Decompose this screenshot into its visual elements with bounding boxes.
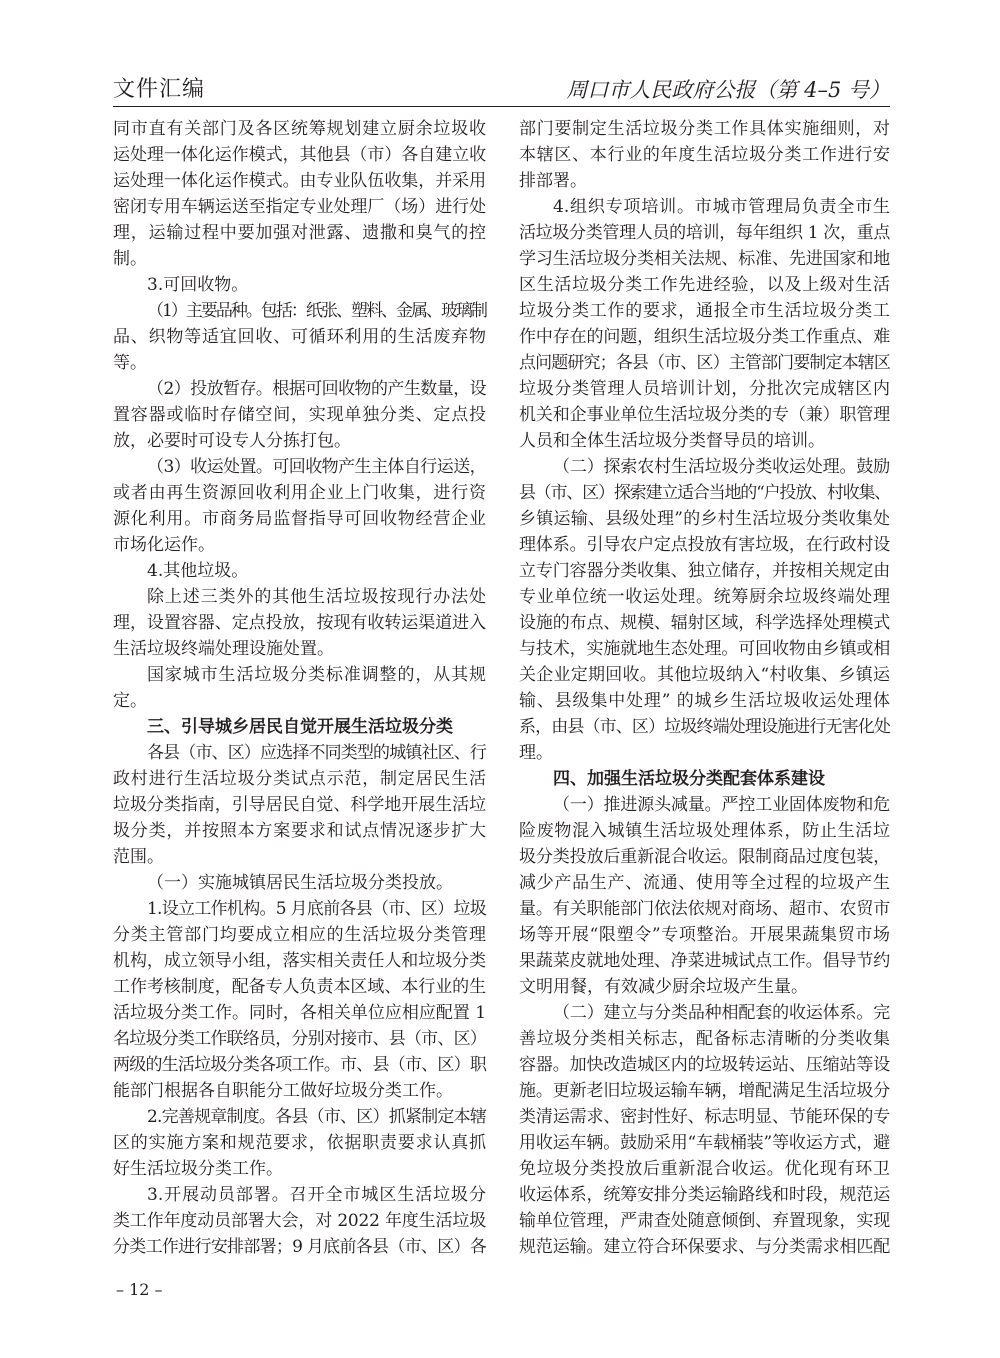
text-line: （3）收运处置。可回收物产生主体自行运送， xyxy=(147,457,486,477)
text-line: 场等开展“限塑令”专项整治。开展果蔬集贸市场 xyxy=(519,925,890,945)
text-line: 区的实施方案和规范要求，依据职责要求认真抓 xyxy=(113,1133,486,1153)
text-line: 政村进行生活垃圾分类试点示范，制定居民生活 xyxy=(113,769,486,789)
text-line: （一）实施城镇居民生活垃圾分类投放。 xyxy=(147,873,453,893)
paragraph xyxy=(519,116,890,194)
text-line: 名垃圾分类工作联络员，分别对接市、县（市、区） xyxy=(113,1029,486,1049)
paragraph xyxy=(519,454,890,766)
text-line: 范围。 xyxy=(113,847,164,867)
text-line: 部门要制定生活垃圾分类工作具体实施细则，对 xyxy=(519,119,890,139)
text-line: 垃圾分类指南，引导居民自觉、科学地开展生活垃 xyxy=(113,795,486,815)
text-line: 源化利用。市商务局监督指导可回收物经营企业 xyxy=(113,509,486,529)
paragraph xyxy=(519,792,890,1000)
header-rule xyxy=(113,106,890,107)
text-line: 点问题研究；各县（市、区）主管部门要制定本辖区 xyxy=(519,353,890,373)
text-line: 生活垃圾终端处理设施处置。 xyxy=(113,639,334,659)
text-line: 活垃圾分类管理人员的培训，每年组织 1 次，重点 xyxy=(519,223,890,243)
text-line: 设施的布点、规模、辐射区域，科学选择处理模式 xyxy=(519,613,890,633)
paragraph xyxy=(113,558,486,584)
text-line: （1）主要品种。包括：纸张、塑料、金属、玻璃制 xyxy=(147,301,486,321)
text-line: 或者由再生资源回收利用企业上门收集，进行资 xyxy=(113,483,486,503)
text-line: 施。更新老旧垃圾运输车辆，增配满足生活垃圾分 xyxy=(519,1081,890,1101)
text-line: 1.设立工作机构。5 月底前各县（市、区）垃圾 xyxy=(147,899,486,919)
text-line: 用收运车辆。鼓励采用“车载桶装”等收运方式，避 xyxy=(519,1133,890,1153)
line-text: 鼓励 xyxy=(856,457,890,477)
text-line: 两级的生活垃圾分类各项工作。市、县（市、区）职 xyxy=(113,1055,486,1075)
text-line: 制。 xyxy=(113,249,147,269)
text-line: 输、县级集中处理” 的城乡生活垃圾收运处理体 xyxy=(519,691,890,711)
text-line: 4.组织专项培训。市城市管理局负责全市生 xyxy=(553,197,890,217)
text-line: 人员和全体生活垃圾分类督导员的培训。 xyxy=(519,431,825,451)
text-line: 机构，成立领导小组，落实相关责任人和垃圾分类 xyxy=(113,951,486,971)
section-heading xyxy=(519,766,890,792)
text-line: 工作考核制度，配备专人负责本区域、本行业的生 xyxy=(113,977,486,997)
text-line: 市场化运作。 xyxy=(113,535,215,555)
text-line: （2）投放暂存。根据可回收物的产生数量，设 xyxy=(147,379,486,399)
text-line: 学习生活垃圾分类相关法规、标准、先进国家和地 xyxy=(519,249,890,269)
text-line: 理。 xyxy=(519,743,553,763)
text-line: 输单位管理，严肃查处随意倾倒、弃置现象，实现 xyxy=(519,1211,890,1231)
text-line: 等。 xyxy=(113,353,147,373)
text-line: 机关和企事业单位生活垃圾分类的专（兼）职管理 xyxy=(519,405,890,425)
text-line: 免垃圾分类投放后重新混合收运。优化现有环卫 xyxy=(519,1159,890,1179)
text-line: 各县（市、区）应选择不同类型的城镇社区、行 xyxy=(147,743,486,763)
text-line: 容器。加快改造城区内的垃圾转运站、压缩站等设 xyxy=(519,1055,890,1075)
text-line: 置容器或临时存储空间，实现单独分类、定点投 xyxy=(113,405,486,425)
paragraph xyxy=(113,584,486,662)
text-line: 类清运需求、密封性好、标志明显、节能环保的专 xyxy=(519,1107,890,1127)
text-column-right xyxy=(519,116,890,1260)
text-line: 三、引导城乡居民自觉开展生活垃圾分类 xyxy=(147,717,453,737)
text-line: 作中存在的问题，组织生活垃圾分类工作重点、难 xyxy=(519,327,890,347)
text-line: 同市直有关部门及各区统筹规划建立厨余垃圾收 xyxy=(113,119,486,139)
text-line: 与技术，实施就地生态处理。可回收物由乡镇或相 xyxy=(519,639,890,659)
text-line: 立专门容器分类收集、独立储存，并按相关规定由 xyxy=(519,561,890,581)
line-text: 完 xyxy=(873,1003,890,1023)
text-line: 规范运输。建立符合环保要求、与分类需求相匹配 xyxy=(519,1237,890,1257)
paragraph xyxy=(113,662,486,714)
text-line: 好生活垃圾分类工作。 xyxy=(113,1159,283,1179)
text-line: 果蔬菜皮就地处理、净菜进城试点工作。倡导节约 xyxy=(519,951,890,971)
paragraph xyxy=(113,116,486,272)
text-line: 2.完善规章制度。各县（市、区）抓紧制定本辖 xyxy=(147,1107,486,1127)
paragraph-lead-in: （二）建立与分类品种相配套的收运体系。 xyxy=(553,1003,874,1023)
text-line: 密闭专用车辆运送至指定专业处理厂（场）进行处 xyxy=(113,197,486,217)
text-line: 险废物混入城镇生活垃圾处理体系，防止生活垃 xyxy=(519,821,890,841)
running-header-publication: 周口市人民政府公报（第 4–5 号） xyxy=(566,78,890,102)
paragraph-lead-in: （一）推进源头减量。 xyxy=(553,795,722,815)
text-line: 收运体系，统筹安排分类运输路线和时段，规范运 xyxy=(519,1185,890,1205)
text-line: 四、加强生活垃圾分类配套体系建设 xyxy=(553,769,825,789)
text-line: 垃圾分类管理人员培训计划，分批次完成辖区内 xyxy=(519,379,890,399)
text-line: 本辖区、本行业的年度生活垃圾分类工作进行安 xyxy=(519,145,890,165)
text-line: 善垃圾分类相关标志，配备标志清晰的分类收集 xyxy=(519,1029,890,1049)
text-line: 文明用餐，有效减少厨余垃圾产生量。 xyxy=(519,977,808,997)
line-text: 严控工业固体废物和危 xyxy=(721,795,891,815)
paragraph xyxy=(113,896,486,1104)
text-line: 量。有关职能部门依法依规对商场、超市、农贸市 xyxy=(519,899,890,919)
text-line: 放，必要时可设专人分拣打包。 xyxy=(113,431,351,451)
text-line: 理，设置容器、定点投放，按现有收转运渠道进入 xyxy=(113,613,486,633)
text-line xyxy=(519,792,890,818)
text-line: 3.可回收物。 xyxy=(147,275,249,295)
text-line: 运处理一体化运作模式。由专业队伍收集，并采用 xyxy=(113,171,486,191)
text-line: 活垃圾分类工作。同时，各相关单位应相应配置 1 xyxy=(113,1003,486,1023)
text-line: 垃圾分类工作的要求，通报全市生活垃圾分类工 xyxy=(519,301,890,321)
text-line: 关企业定期回收。其他垃圾纳入“村收集、乡镇运 xyxy=(519,665,890,685)
paragraph xyxy=(113,272,486,298)
text-line: 专业单位统一收运处理。统筹厨余垃圾终端处理 xyxy=(519,587,890,607)
paragraph xyxy=(113,376,486,454)
paragraph-lead-in: （二）探索农村生活垃圾分类收运处理。 xyxy=(553,457,857,477)
text-column-left xyxy=(113,116,486,1260)
text-line: 排部署。 xyxy=(519,171,587,191)
text-line: 品、织物等适宜回收、可循环利用的生活废弃物 xyxy=(113,327,486,347)
text-line xyxy=(519,454,890,480)
text-line: 4.其他垃圾。 xyxy=(147,561,249,581)
text-line: 乡镇运输、县级处理”的乡村生活垃圾分类收集处 xyxy=(519,509,890,529)
text-line: 能部门根据各自职能分工做好垃圾分类工作。 xyxy=(113,1081,453,1101)
paragraph xyxy=(519,194,890,454)
text-line: 理体系。引导农户定点投放有害垃圾，在行政村设 xyxy=(519,535,890,555)
paragraph xyxy=(113,740,486,870)
paragraph xyxy=(519,1000,890,1260)
text-line: 减少产品生产、流通、使用等全过程的垃圾产生 xyxy=(519,873,890,893)
text-line: 分类工作进行安排部署；9 月底前各县（市、区）各 xyxy=(113,1237,486,1257)
paragraph xyxy=(113,1182,486,1260)
text-line: 除上述三类外的其他生活垃圾按现行办法处 xyxy=(147,587,486,607)
text-line: 区生活垃圾分类工作先进经验，以及上级对生活 xyxy=(519,275,890,295)
text-line: 定。 xyxy=(113,691,147,711)
text-line: 系，由县（市、区）垃圾终端处理设施进行无害化处 xyxy=(519,717,890,737)
text-line: 运处理一体化运作模式，其他县（市）各自建立收 xyxy=(113,145,486,165)
running-header-section: 文件汇编 xyxy=(113,77,206,102)
section-heading xyxy=(113,714,486,740)
text-line: 县（市、区）探索建立适合当地的“户投放、村收集、 xyxy=(519,483,890,503)
page-number: – 12 – xyxy=(116,1280,163,1299)
text-line: 圾分类，并按照本方案要求和试点情况逐步扩大 xyxy=(113,821,486,841)
subsection-heading xyxy=(113,870,486,896)
text-line xyxy=(519,1000,890,1026)
paragraph xyxy=(113,1104,486,1182)
text-line: 国家城市生活垃圾分类标准调整的，从其规 xyxy=(147,665,486,685)
text-line: 类工作年度动员部署大会，对 2022 年度生活垃圾 xyxy=(113,1211,486,1231)
paragraph xyxy=(113,454,486,558)
paragraph xyxy=(113,298,486,376)
text-line: 圾分类投放后重新混合收运。限制商品过度包装， xyxy=(519,847,890,867)
text-line: 分类主管部门均要成立相应的生活垃圾分类管理 xyxy=(113,925,486,945)
text-line: 3.开展动员部署。召开全市城区生活垃圾分 xyxy=(147,1185,486,1205)
text-line: 理，运输过程中要加强对泄露、遗撒和臭气的控 xyxy=(113,223,486,243)
